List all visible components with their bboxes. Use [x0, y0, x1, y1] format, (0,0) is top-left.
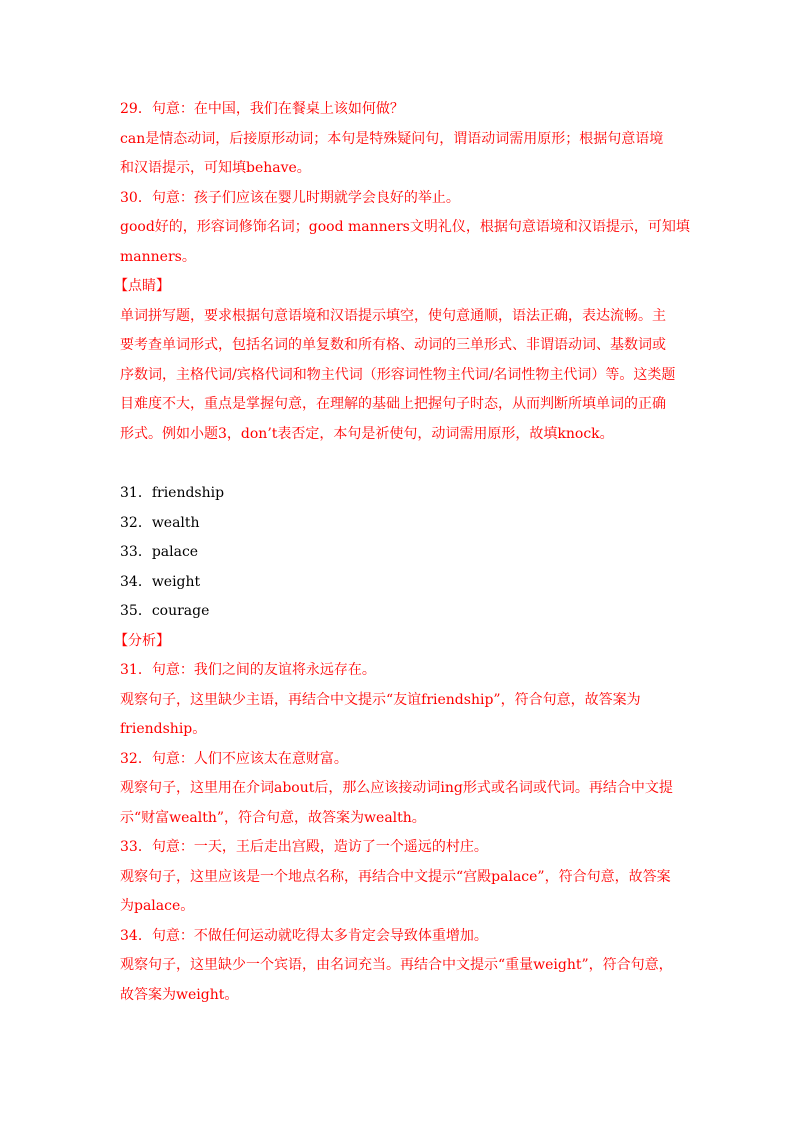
q30-explanation-line-2: manners。	[120, 248, 196, 265]
answer-35: 35．courage	[120, 603, 210, 619]
dianjing-line-4: 目难度不大，重点是掌握句意，在理解的基础上把握句子时态，从而判断所填单词的正确	[120, 396, 666, 412]
q30-meaning: 30．句意：孩子们应该在婴儿时期就学会良好的举止。	[120, 189, 460, 206]
answer-31: 31．friendship	[120, 485, 225, 501]
q34-explanation-line-1: 观察句子，这里缺少一个宾语，由名词充当。再结合中文提示“重量weight”，符合句意，	[120, 957, 673, 973]
q31-explanation-line-1: 观察句子，这里缺少主语，再结合中文提示“友谊friendship”，符合句意，故答案为	[120, 691, 641, 708]
q33-explanation-line-1: 观察句子，这里应该是一个地点名称，再结合中文提示“宫殿palace”，符合句意，故答案	[120, 868, 671, 885]
dianjing-line-1: 单词拼写题，要求根据句意语境和汉语提示填空，使句意通顺，语法正确，表达流畅。主	[120, 307, 666, 324]
q33-meaning: 33．句意：一天，王后走出宫殿，造访了一个遥远的村庄。	[120, 839, 488, 855]
dianjing-line-3: 序数词，主格代词/宾格代词和物主代词（形容词性物主代词/名词性物主代词）等。这类题	[120, 366, 676, 383]
q34-meaning: 34．句意：不做任何运动就吃得太多肯定会导致体重增加。	[120, 927, 488, 944]
fenxi-heading: 【分析】	[114, 632, 170, 649]
q29-explanation-line-2: 和汉语提示，可知填behave。	[120, 160, 311, 176]
q30-explanation-line-1: good好的，形容词修饰名词；good manners文明礼仪，根据句意语境和汉语提示，可知填	[120, 219, 690, 235]
section-gap	[120, 449, 682, 479]
q31-explanation-line-2: friendship。	[120, 721, 207, 737]
dianjing-line-5: 形式。例如小题3，don’t表否定，本句是祈使句，动词需用原形，故填knock。	[120, 425, 614, 442]
q33-explanation-line-2: 为palace。	[120, 898, 195, 914]
q32-explanation-line-2: 示“财富wealth”，符合句意，故答案为wealth。	[120, 809, 426, 826]
q34-explanation-line-2: 故答案为weight。	[120, 986, 239, 1003]
q32-meaning: 32．句意：人们不应该太在意财富。	[120, 750, 348, 767]
q29-explanation-line-1: can是情态动词，后接原形动词；本句是特殊疑问句，谓语动词需用原形；根据句意语境	[120, 130, 664, 147]
q31-meaning: 31．句意：我们之间的友谊将永远存在。	[120, 662, 376, 678]
q29-meaning: 29．句意：在中国，我们在餐桌上该如何做？	[120, 101, 404, 117]
answer-33: 33．palace	[120, 544, 199, 560]
answer-34: 34．weight	[120, 573, 201, 590]
answer-32: 32．wealth	[120, 514, 200, 531]
dianjing-heading: 【点睛】	[114, 278, 170, 294]
dianjing-line-2: 要考查单词形式，包括名词的单复数和所有格、动词的三单形式、非谓语动词、基数词或	[120, 337, 666, 353]
q32-explanation-line-1: 观察句子，这里用在介词about后，那么应该接动词ing形式或名词或代词。再结合中文提	[120, 780, 673, 796]
